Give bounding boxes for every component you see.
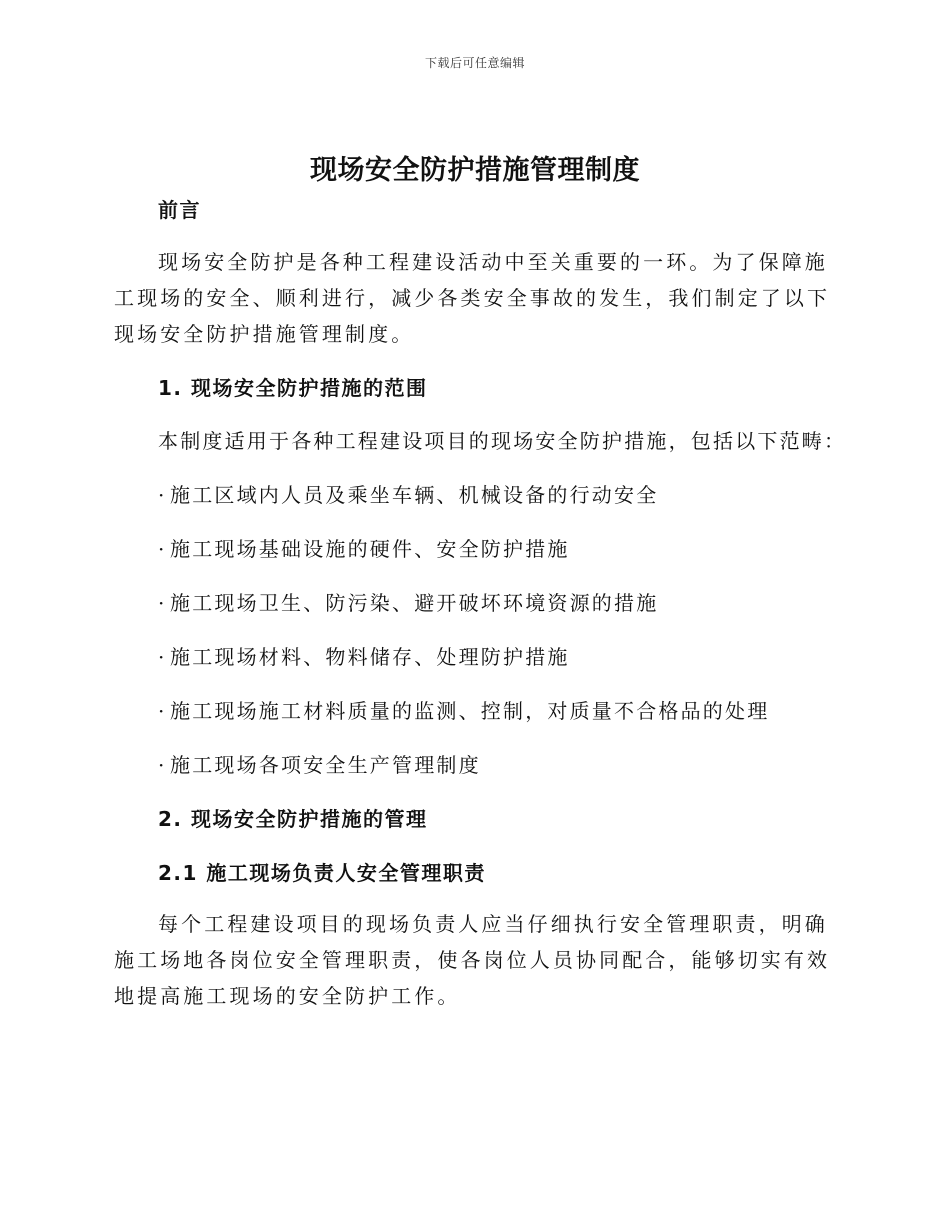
- list-item: [114, 585, 878, 621]
- list-item-text: 施工现场施工材料质量的监测、控制，对质量不合格品的处理: [170, 699, 770, 723]
- bullet-mark: ·: [158, 645, 167, 669]
- section1-heading: 1. 现场安全防护措施的范围: [158, 376, 428, 400]
- document-title: 现场安全防护措施管理制度: [310, 155, 640, 186]
- bullet-mark: ·: [158, 483, 167, 507]
- preface-heading: 前言: [158, 198, 201, 222]
- page-header: 下载后可任意编辑: [424, 56, 525, 70]
- list-item: [114, 693, 878, 729]
- list-item-text: 施工现场各项安全生产管理制度: [170, 753, 481, 777]
- list-item: [114, 477, 878, 513]
- bullet-mark: ·: [158, 753, 167, 777]
- section2-1-paragraph: 每个工程建设项目的现场负责人应当仔细执行安全管理职责，明确施工场地各岗位安全管理职责，使各岗位人员协同配合，能够切实有效地提高施工现场的安全防护工作。: [114, 912, 831, 1008]
- section1-intro: 本制度适用于各种工程建设项目的现场安全防护措施，包括以下范畴：: [158, 429, 847, 453]
- preface-paragraph: 现场安全防护是各种工程建设活动中至关重要的一环。为了保障施工现场的安全、顺利进行，减少各类安全事故的发生，我们制定了以下现场安全防护措施管理制度。: [114, 250, 831, 346]
- list-item-text: 施工现场材料、物料储存、处理防护措施: [170, 645, 570, 669]
- bullet-mark: ·: [158, 537, 167, 561]
- section2-heading: 2. 现场安全防护措施的管理: [158, 807, 428, 831]
- list-item: [114, 639, 878, 675]
- section2-1-heading: 2.1 施工现场负责人安全管理职责: [158, 861, 486, 885]
- bullet-mark: ·: [158, 699, 167, 723]
- list-item-text: 施工区域内人员及乘坐车辆、机械设备的行动安全: [170, 483, 659, 507]
- list-item: [114, 531, 878, 567]
- list-item-text: 施工现场基础设施的硬件、安全防护措施: [170, 537, 570, 561]
- list-item: [114, 747, 878, 783]
- list-item-text: 施工现场卫生、防污染、避开破坏环境资源的措施: [170, 591, 659, 615]
- bullet-mark: ·: [158, 591, 167, 615]
